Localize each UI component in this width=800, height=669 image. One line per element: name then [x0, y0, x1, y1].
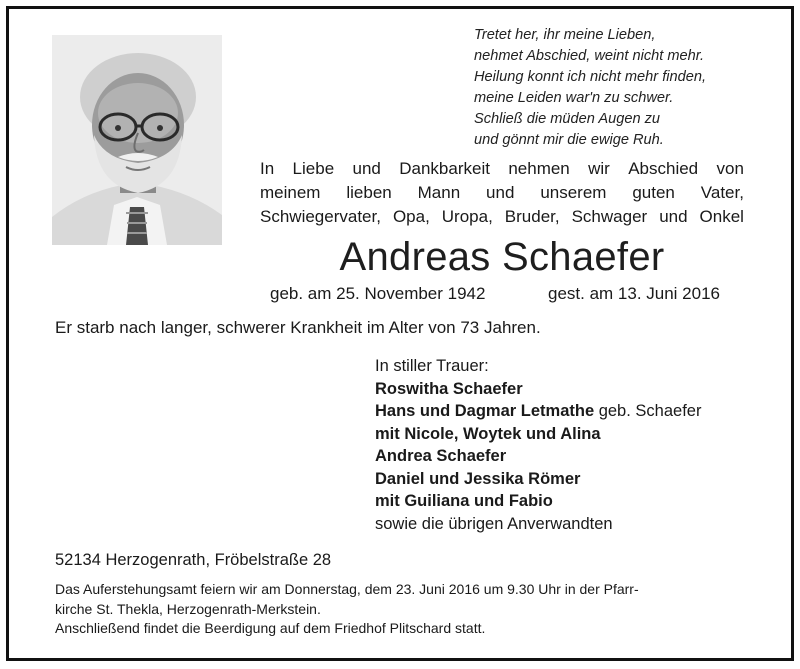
intro-word: nehmen	[508, 159, 570, 178]
intro-line	[260, 157, 744, 181]
mourners-closing: sowie die übrigen Anverwandten	[375, 514, 613, 533]
poem-line: Tretet her, ihr meine Lieben,	[474, 27, 656, 43]
poem-line: Schließ die müden Augen zu	[474, 111, 661, 127]
intro-word: Abschied	[628, 159, 699, 178]
service-line: Anschließend findet die Beerdigung auf dem Friedhof Plitschard statt.	[55, 620, 486, 636]
intro-word: meinem	[260, 183, 321, 202]
poem-line: und gönnt mir die ewige Ruh.	[474, 132, 664, 148]
intro-word: und	[486, 183, 515, 202]
mourner-name: Andrea Schaefer	[375, 447, 507, 465]
service-details	[55, 580, 745, 639]
death-date: gest. am 13. Juni 2016	[548, 284, 721, 303]
mourner-name: Roswitha Schaefer	[375, 379, 523, 398]
intro-word: wir	[588, 159, 610, 178]
mourner-name: Hans und Dagmar Letmathe	[375, 402, 595, 420]
mourner-name: mit Nicole, Woytek und Alina	[375, 424, 601, 443]
intro-word: lieben	[346, 183, 392, 202]
poem-line: meine Leiden war'n zu schwer.	[474, 90, 674, 106]
birth-date: geb. am 25. November 1942	[270, 284, 486, 303]
intro-word: Uropa,	[441, 207, 493, 226]
service-line: kirche St. Thekla, Herzogenrath-Merkstein.	[55, 600, 321, 617]
mourner-name: mit Guiliana und Fabio	[375, 492, 553, 510]
intro-word: Mann	[417, 183, 461, 202]
poem-line: Heilung konnt ich nicht mehr finden,	[474, 69, 707, 85]
deceased-name: Andreas Schaefer	[339, 235, 665, 279]
death-statement: Er starb nach langer, schwerer Krankheit im Alter von 73 Jahren.	[55, 318, 541, 337]
intro-word: Vater,	[700, 183, 744, 202]
mourners-list	[375, 355, 701, 535]
address: 52134 Herzogenrath, Fröbelstraße 28	[55, 551, 332, 569]
mourners-heading: In stiller Trauer:	[375, 357, 489, 375]
poem	[474, 25, 784, 151]
intro-word: Bruder,	[504, 207, 560, 226]
mourner-line	[375, 400, 701, 423]
intro-word: Schwiegervater,	[260, 207, 381, 226]
portrait-photo	[52, 35, 222, 245]
intro-word: von	[716, 159, 744, 178]
intro-word: guten	[632, 183, 675, 202]
intro-word: und	[659, 207, 688, 226]
intro-word: Liebe	[292, 159, 335, 178]
mourner-name: Daniel und Jessika Römer	[375, 469, 581, 488]
intro-word: Schwager	[571, 207, 648, 226]
intro-word: Opa,	[392, 207, 430, 226]
intro-word: unserem	[540, 183, 607, 202]
intro-text	[260, 157, 744, 229]
intro-line	[260, 181, 744, 205]
intro-word: In	[260, 159, 275, 178]
mourner-maiden-name: geb. Schaefer	[594, 402, 702, 420]
intro-word: und	[352, 159, 381, 178]
intro-word: Onkel	[699, 207, 744, 226]
service-line: Das Auferstehungsamt feiern wir am Donnerstag, dem 23. Juni 2016 um 9.30 Uhr in der Pfarr-	[55, 581, 639, 597]
poem-line: nehmet Abschied, weint nicht mehr.	[474, 48, 705, 64]
portrait-illustration	[52, 35, 222, 245]
intro-word: Dankbarkeit	[399, 159, 490, 178]
intro-line	[260, 205, 744, 229]
